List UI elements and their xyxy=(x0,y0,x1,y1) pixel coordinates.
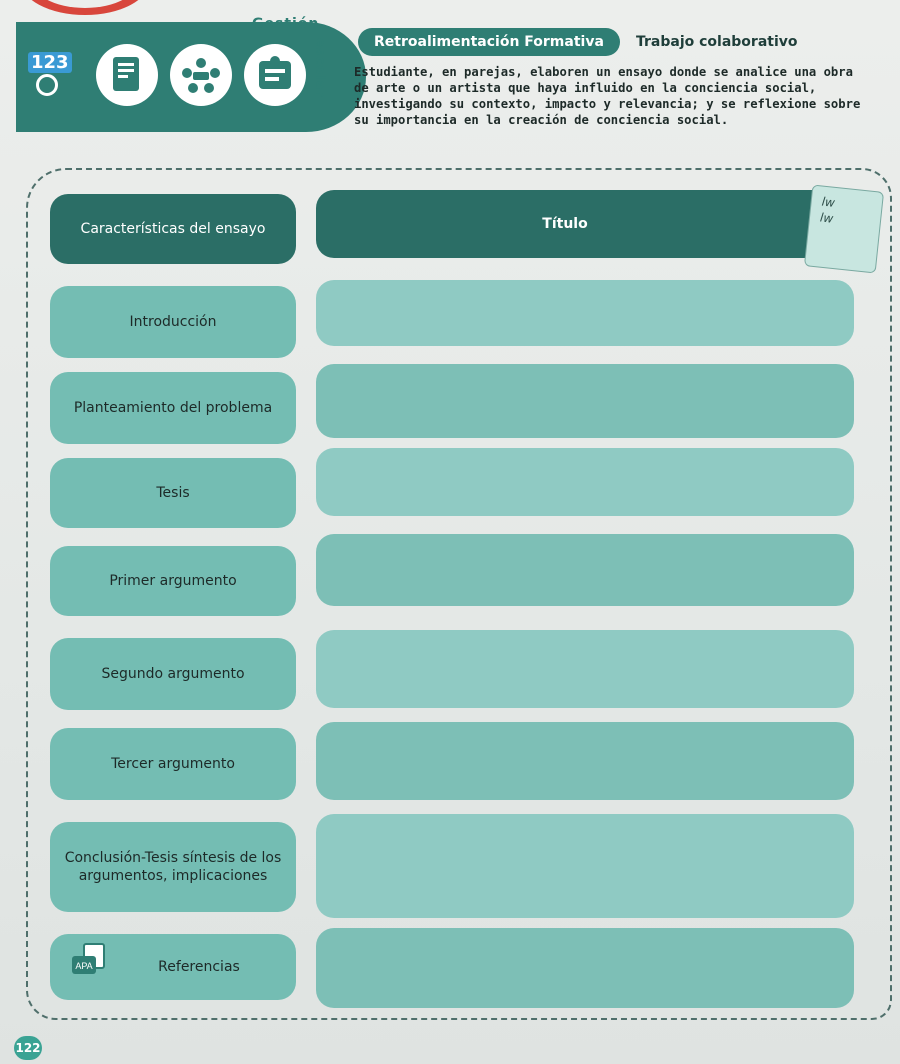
label-introduccion: Introducción xyxy=(50,286,296,358)
field-tercer-argumento[interactable] xyxy=(316,722,854,800)
document-icon xyxy=(96,44,158,106)
label-tercer-argumento: Tercer argumento xyxy=(50,728,296,800)
field-primer-argumento[interactable] xyxy=(316,534,854,606)
field-planteamiento[interactable] xyxy=(316,364,854,438)
puzzle-icon xyxy=(244,44,306,106)
field-conclusion[interactable] xyxy=(316,814,854,918)
label-primer-argumento: Primer argumento xyxy=(50,546,296,616)
title-label: Título xyxy=(542,216,588,232)
section-title: Retroalimentación Formativa xyxy=(358,28,620,56)
label-referencias: Referencias xyxy=(50,934,296,1000)
header-characteristics: Características del ensayo xyxy=(50,194,296,264)
gear-icon xyxy=(36,74,58,96)
gestion-label: Gestión xyxy=(252,16,320,32)
numbers-icon: 123 xyxy=(28,52,72,73)
label-planteamiento: Planteamiento del problema xyxy=(50,372,296,444)
field-tesis[interactable] xyxy=(316,448,854,516)
label-tesis: Tesis xyxy=(50,458,296,528)
instructions-text: Estudiante, en parejas, elaboren un ensayo donde se analice una obra de arte o un artista que haya influido en la conciencia social, investigando su contexto, impacto y relevancia; y se reflexione sobre su importancia en la creación de conciencia social. xyxy=(354,65,861,127)
apa-book-icon xyxy=(70,942,112,980)
label-segundo-argumento: Segundo argumento xyxy=(50,638,296,710)
title-field[interactable] xyxy=(316,190,854,258)
team-icon xyxy=(170,44,232,106)
notebook-icon: lw lw xyxy=(804,184,884,273)
field-referencias[interactable] xyxy=(316,928,854,1008)
escolar-label: escolar xyxy=(312,38,327,98)
page-number: 122 xyxy=(14,1036,42,1060)
svg-text:APA: APA xyxy=(75,961,93,971)
field-segundo-argumento[interactable] xyxy=(316,630,854,708)
section-subtitle: Trabajo colaborativo xyxy=(636,34,798,50)
field-introduccion[interactable] xyxy=(316,280,854,346)
label-conclusion: Conclusión-Tesis síntesis de los argumentos, implicaciones xyxy=(50,822,296,912)
